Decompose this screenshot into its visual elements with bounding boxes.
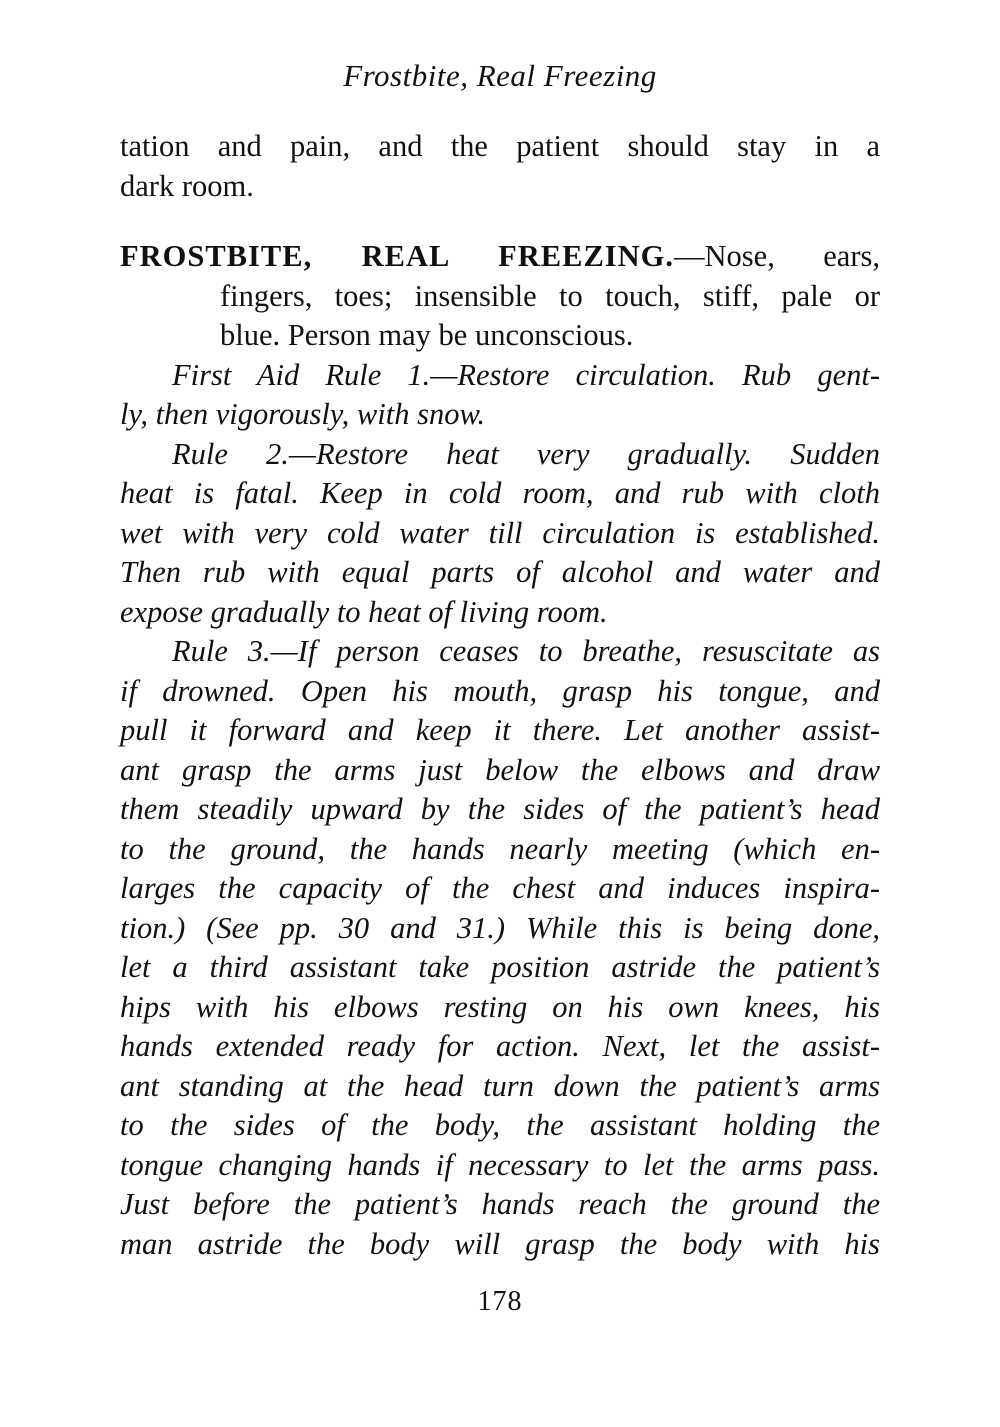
entry-heading: FROSTBITE, REAL FREEZING. <box>120 239 675 273</box>
rule-3-line: Just before the patient’s hands reach the ground the <box>120 1187 880 1221</box>
rule-3-line: hands extended ready for action. Next, let the assist- <box>120 1029 880 1063</box>
rule-3-line: tongue changing hands if necessary to let the arms pass. <box>120 1147 880 1182</box>
rule-2-line: heat is fatal. Keep in cold room, and rub with cloth <box>120 476 880 510</box>
rule-3-line: let a third assistant take position astride the patient’s <box>120 950 880 984</box>
rule-3-line: if drowned. Open his mouth, grasp his tongue, and <box>120 673 880 708</box>
rule-3-line: them steadily upward by the sides of the patient’s head <box>120 792 880 826</box>
rule-3-line: ant standing at the head turn down the patient’s arms <box>120 1068 880 1103</box>
text-line: fingers, toes; insensible to touch, stiff, pale or <box>220 278 880 313</box>
rule-2-line: expose gradually to heat of living room. <box>120 594 608 629</box>
rule-2-line: Then rub with equal parts of alcohol and water and <box>120 555 880 589</box>
rule-1-line: ly, then vigorously, with snow. <box>120 397 486 431</box>
text-line: dark room. <box>120 168 254 203</box>
rule-3-line: hips with his elbows resting on his own knees, his <box>120 989 880 1024</box>
entry-heading-continuation: —Nose, ears, <box>674 239 880 273</box>
entry-heading-line <box>120 237 880 277</box>
rule-3-line: to the sides of the body, the assistant holding the <box>120 1108 880 1142</box>
text-line: tation and pain, and the patient should stay in a <box>120 129 880 163</box>
text-line: blue. Person may be unconscious. <box>220 318 634 352</box>
rule-2-line: Rule 2.—Restore heat very gradually. Sudden <box>172 436 880 471</box>
running-head: Frostbite, Real Freezing <box>343 58 657 93</box>
rule-3-line: tion.) (See pp. 30 and 31.) While this is being done, <box>120 910 880 945</box>
body-text <box>120 127 880 1264</box>
rule-3-line: man astride the body will grasp the body with his <box>120 1226 880 1261</box>
rule-2-line: wet with very cold water till circulation is established. <box>120 515 880 550</box>
rule-3-line: ant grasp the arms just below the elbows and draw <box>120 752 880 787</box>
rule-3-line: to the ground, the hands nearly meeting (which en- <box>120 831 880 866</box>
page-number: 178 <box>477 1286 523 1317</box>
rule-3-line: larges the capacity of the chest and induces inspira- <box>120 871 880 905</box>
rule-3-line: Rule 3.—If person ceases to breathe, resuscitate as <box>172 634 880 668</box>
paragraph-gap <box>120 206 880 237</box>
rule-3-line: pull it forward and keep it there. Let another assist- <box>120 713 880 747</box>
rule-1-line: First Aid Rule 1.—Restore circulation. Rub gent- <box>172 357 880 392</box>
